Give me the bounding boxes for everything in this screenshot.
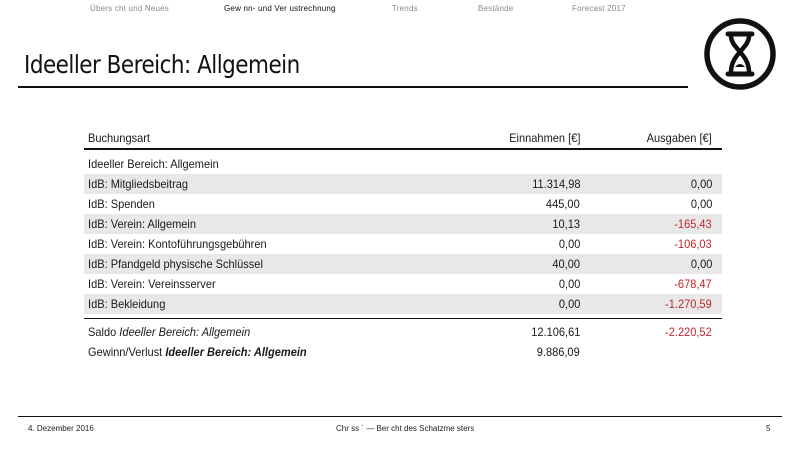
- row-expenses: -165,43: [674, 216, 712, 231]
- page-number: 5: [766, 424, 771, 433]
- table-row: [84, 214, 722, 234]
- profit-row: [84, 342, 722, 362]
- footer-title: Chr ss ´ — Ber cht des Schatzme sters: [336, 424, 475, 433]
- row-income: 0,00: [558, 236, 580, 251]
- footer-date: 4. Dezember 2016: [28, 424, 94, 433]
- group-heading: Ideeller Bereich: Allgemein: [88, 156, 219, 171]
- row-income: 445,00: [546, 196, 580, 211]
- saldo-row: [84, 322, 722, 342]
- ledger-table: [84, 128, 722, 362]
- nav-item-forecast[interactable]: Forecast 2017: [572, 4, 626, 13]
- table-row: [84, 254, 722, 274]
- row-label: IdB: Spenden: [88, 196, 155, 211]
- row-expenses: 0,00: [690, 196, 712, 211]
- row-label: IdB: Pfandgeld physische Schlüssel: [88, 256, 263, 271]
- row-expenses: 0,00: [690, 176, 712, 191]
- profit-label: Gewinn/Verlust Ideeller Bereich: Allgemein: [88, 344, 307, 359]
- table-row: [84, 294, 722, 314]
- title-rule: [18, 86, 688, 88]
- row-expenses: -678,47: [674, 276, 712, 291]
- saldo-label: Saldo Ideeller Bereich: Allgemein: [88, 324, 251, 339]
- nav-item-trends[interactable]: Trends: [392, 4, 418, 13]
- row-label: IdB: Verein: Allgemein: [88, 216, 197, 231]
- row-expenses: 0,00: [690, 256, 712, 271]
- row-income: 11.314,98: [531, 176, 580, 191]
- saldo-income: 12.106,61: [530, 324, 580, 339]
- row-income: 40,00: [552, 256, 580, 271]
- header-income: Einnahmen [€]: [508, 131, 580, 145]
- hourglass-logo-icon: [702, 16, 778, 92]
- header-category: Buchungsart: [88, 131, 150, 145]
- nav-item-overview[interactable]: Übers cht und Neues: [90, 4, 169, 13]
- table-row: [84, 194, 722, 214]
- row-income: 10,13: [552, 216, 580, 231]
- table-header: [84, 128, 722, 148]
- nav-item-inventory[interactable]: Bestände: [478, 4, 514, 13]
- profit-income: 9.886,09: [537, 344, 580, 359]
- section-navigation: [0, 4, 800, 18]
- footer-rule: [18, 416, 782, 417]
- table-row: [84, 174, 722, 194]
- row-label: IdB: Verein: Vereinsserver: [88, 276, 216, 291]
- row-income: 0,00: [558, 296, 580, 311]
- row-label: IdB: Bekleidung: [88, 296, 166, 311]
- saldo-expenses: -2.220,52: [665, 324, 712, 339]
- header-expenses: Ausgaben [€]: [646, 131, 712, 145]
- row-income: 0,00: [558, 276, 580, 291]
- row-expenses: -1.270,59: [665, 296, 712, 311]
- group-heading-row: [84, 154, 722, 174]
- table-row: [84, 274, 722, 294]
- row-label: IdB: Mitgliedsbeitrag: [88, 176, 189, 191]
- row-label: IdB: Verein: Kontoführungsgebühren: [88, 236, 267, 251]
- table-row: [84, 234, 722, 254]
- page-title: Ideeller Bereich: Allgemein: [24, 50, 300, 79]
- nav-item-profit-loss[interactable]: Gew nn- und Ver ustrechnung: [224, 4, 336, 13]
- row-expenses: -106,03: [674, 236, 712, 251]
